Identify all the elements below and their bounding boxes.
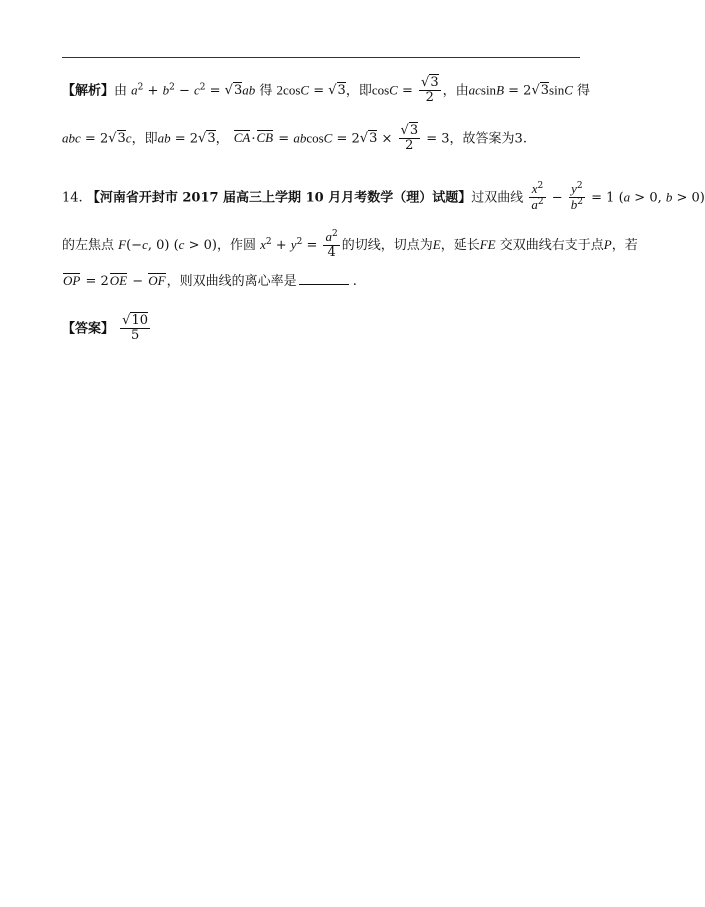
analysis-line-1: 【解析】由 $a^2 + b^2 - c^2 = √3ab$ 得 2cosC = √3，即cosC = $\frac{√3}{2}$ ，由acsinB = 2√3sinC 得 [62,75,591,106]
answer-blank [299,274,349,285]
question-number: 14. [62,190,83,206]
fraction-x2-a2: $\frac{x^2}{a^2}$ [531,181,544,213]
analysis-label: 【解析】 [62,83,115,99]
question-line-1: 14. 【河南省开封市 2017 届高三上学期 10 月月考数学（理）试题】过双曲线 $\frac{x^2}{a^2}$ − $\frac{y^2}{b^2}$ = 1 (a > 0, b > 0) [62,181,705,213]
question-line-3: OP = 2OE − OF，则双曲线的离心率是 . [63,273,357,289]
answer-fraction: $\frac{√10}{5}$ [122,313,148,344]
fraction-a2-over-4: $\frac{a^2}{4}$ [325,229,338,261]
answer-label: 【答案】 [62,321,115,337]
question-source: 【河南省开封市 2017 届高三上学期 10 月月考数学（理）试题】 [86,190,472,206]
fraction-sqrt3-over-2: $\frac{√3}{2}$ [421,75,439,106]
question-line-2: 的左焦点 F(−c, 0) (c > 0)，作圆 $x^2 + y^2$ = $\frac{a^2}{4}$ 的切线，切点为E，延长FE 交双曲线右支于点P，若 [62,229,638,261]
fraction-sqrt3-over-2-b: $\frac{√3}{2}$ [400,123,419,154]
answer-line [62,314,152,344]
analysis-answer-value: 3 [514,131,523,147]
header-rule [62,57,580,58]
fraction-y2-b2: $\frac{y^2}{b^2}$ [570,181,584,213]
analysis-line-2: abc = 2√3c，即ab = 2√3， CA·CB = abcosC = 2√3 × $\frac{√3}{2}$ = 3，故答案为3. [62,123,527,154]
